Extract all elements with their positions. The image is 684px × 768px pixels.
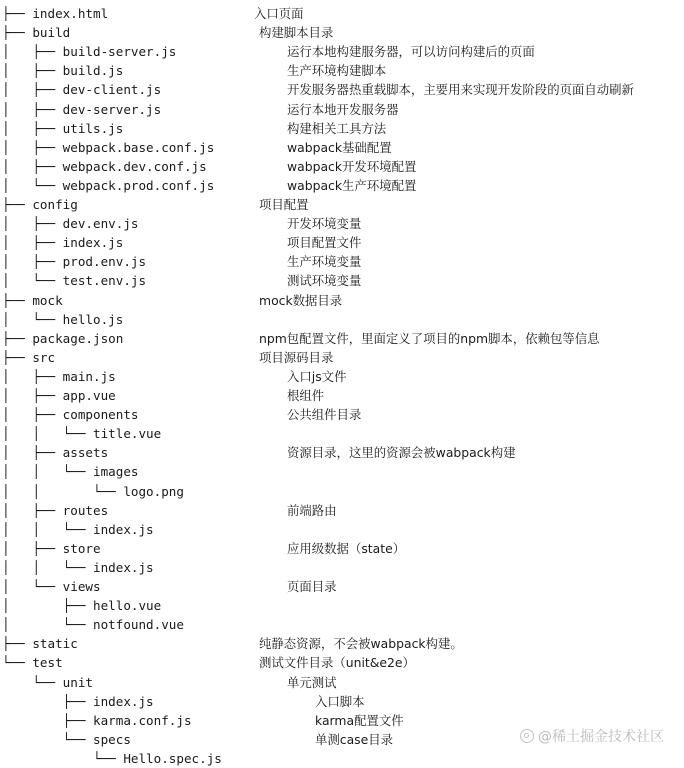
entry-description: 入口脚本: [315, 693, 365, 709]
tree-entry: │ ├── routes: [2, 502, 109, 518]
entry-description: 生产环境变量: [287, 254, 362, 270]
tree-row: [0, 443, 684, 462]
tree-entry: ├── index.js: [2, 693, 154, 709]
tree-row: [0, 100, 684, 119]
entry-description: 资源目录，这里的资源会被wabpack构建: [287, 445, 516, 461]
tree-entry: │ ├── components: [2, 407, 139, 423]
tree-row: [0, 348, 684, 367]
tree-entry: │ ├── app.vue: [2, 388, 116, 403]
entry-description: 单元测试: [287, 674, 337, 690]
watermark-text: @稀土掘金技术社区: [538, 729, 664, 745]
tree-row: [0, 673, 684, 692]
entry-description: 纯静态资源，不会被wabpack构建。: [259, 636, 463, 652]
tree-entry: │ └── views: [2, 579, 101, 594]
tree-entry: ├── package.json: [2, 330, 124, 346]
tree-row: [0, 482, 684, 501]
tree-entry: │ ├── index.js: [2, 235, 124, 251]
tree-row: [0, 653, 684, 672]
tree-entry: │ ├── prod.env.js: [2, 254, 147, 270]
tree-entry: └── Hello.spec.js: [2, 750, 222, 766]
tree-entry: │ └── test.env.js: [2, 273, 147, 289]
entry-description: 项目配置文件: [287, 235, 362, 251]
entry-description: 运行本地构建服务器，可以访问构建后的页面: [287, 44, 535, 60]
tree-entry: ├── src: [2, 349, 56, 365]
entry-description: 单测case目录: [315, 731, 394, 747]
tree-row: [0, 386, 684, 405]
tree-entry: └── test: [2, 655, 63, 671]
tree-row: [0, 23, 684, 42]
tree-row: [0, 405, 684, 424]
tree-entry: │ ├── dev.env.js: [2, 216, 139, 232]
tree-row: [0, 615, 684, 634]
tree-entry: │ ├── assets: [2, 445, 109, 461]
tree-entry: ├── karma.conf.js: [2, 712, 192, 728]
entry-description: 入口js文件: [287, 368, 347, 384]
tree-row: [0, 176, 684, 195]
tree-entry: │ │ └── logo.png: [2, 483, 184, 499]
tree-row: [0, 749, 684, 768]
tree-entry: │ ├── webpack.base.conf.js: [2, 139, 215, 155]
entry-description: 运行本地开发服务器: [287, 101, 399, 117]
tree-row: [0, 157, 684, 176]
tree-row: [0, 577, 684, 596]
tree-row: [0, 424, 684, 443]
entry-description: npm包配置文件，里面定义了项目的npm脚本，依赖包等信息: [259, 330, 600, 346]
tree-entry: ├── mock: [2, 292, 63, 308]
tree-row: [0, 501, 684, 520]
tree-entry: │ ├── hello.vue: [2, 598, 162, 614]
tree-row: [0, 634, 684, 653]
entry-description: 应用级数据（state）: [287, 540, 406, 556]
tree-entry: │ │ └── index.js: [2, 521, 154, 537]
tree-row: [0, 367, 684, 386]
entry-description: 构建脚本目录: [259, 25, 334, 41]
entry-description: mock数据目录: [259, 292, 343, 308]
tree-entry: ├── config: [2, 197, 78, 212]
entry-description: 生产环境构建脚本: [287, 63, 387, 79]
entry-description: wabpack基础配置: [287, 139, 392, 155]
entry-description: 项目配置: [259, 197, 309, 212]
tree-entry: │ ├── store: [2, 540, 101, 556]
tree-entry: │ ├── dev-client.js: [2, 82, 162, 98]
tree-entry: │ │ └── images: [2, 464, 139, 480]
entry-description: 测试环境变量: [287, 273, 362, 289]
tree-entry: │ ├── build-server.js: [2, 44, 177, 60]
tree-row: [0, 539, 684, 558]
tree-entry: │ └── webpack.prod.conf.js: [2, 177, 215, 193]
tree-row: [0, 138, 684, 157]
tree-row: [0, 520, 684, 539]
tree-entry: └── unit: [2, 674, 93, 690]
tree-entry: │ ├── main.js: [2, 368, 116, 384]
tree-entry: └── specs: [2, 731, 131, 747]
tree-row: [0, 329, 684, 348]
tree-entry: │ │ └── title.vue: [2, 426, 162, 442]
entry-description: 入口页面: [254, 6, 304, 21]
tree-row: [0, 4, 684, 23]
tree-row: [0, 61, 684, 80]
tree-entry: ├── index.html: [2, 6, 109, 21]
tree-row: [0, 596, 684, 615]
entry-description: 项目源码目录: [259, 349, 334, 365]
tree-row: [0, 271, 684, 290]
tree-entry: │ ├── webpack.dev.conf.js: [2, 158, 207, 174]
tree-row: [0, 558, 684, 577]
juejin-logo-icon: [520, 729, 534, 743]
entry-description: 开发服务器热重载脚本，主要用来实现开发阶段的页面自动刷新: [287, 82, 634, 98]
watermark: [520, 726, 664, 746]
tree-entry: │ ├── utils.js: [2, 120, 124, 136]
tree-row: [0, 195, 684, 214]
entry-description: 前端路由: [287, 502, 337, 518]
tree-entry: ├── static: [2, 636, 78, 652]
tree-row: [0, 233, 684, 252]
tree-row: [0, 119, 684, 138]
tree-row: [0, 291, 684, 310]
tree-entry: │ ├── build.js: [2, 63, 124, 79]
entry-description: 开发环境变量: [287, 216, 362, 232]
tree-entry: │ └── notfound.vue: [2, 617, 184, 633]
entry-description: wabpack生产环境配置: [287, 177, 417, 193]
tree-row: [0, 310, 684, 329]
tree-row: [0, 462, 684, 481]
tree-entry: │ └── hello.js: [2, 311, 124, 327]
tree-row: [0, 692, 684, 711]
tree-row: [0, 80, 684, 99]
entry-description: wabpack开发环境配置: [287, 158, 417, 174]
entry-description: 测试文件目录（unit&e2e）: [259, 655, 415, 671]
entry-description: 页面目录: [287, 579, 337, 594]
entry-description: 构建相关工具方法: [287, 120, 387, 136]
entry-description: 根组件: [287, 388, 325, 403]
tree-row: [0, 42, 684, 61]
tree-row: [0, 252, 684, 271]
entry-description: karma配置文件: [315, 712, 404, 728]
entry-description: 公共组件目录: [287, 407, 362, 423]
tree-entry: │ │ └── index.js: [2, 559, 154, 575]
tree-entry: ├── build: [2, 25, 71, 41]
tree-row: [0, 214, 684, 233]
tree-entry: │ ├── dev-server.js: [2, 101, 162, 117]
